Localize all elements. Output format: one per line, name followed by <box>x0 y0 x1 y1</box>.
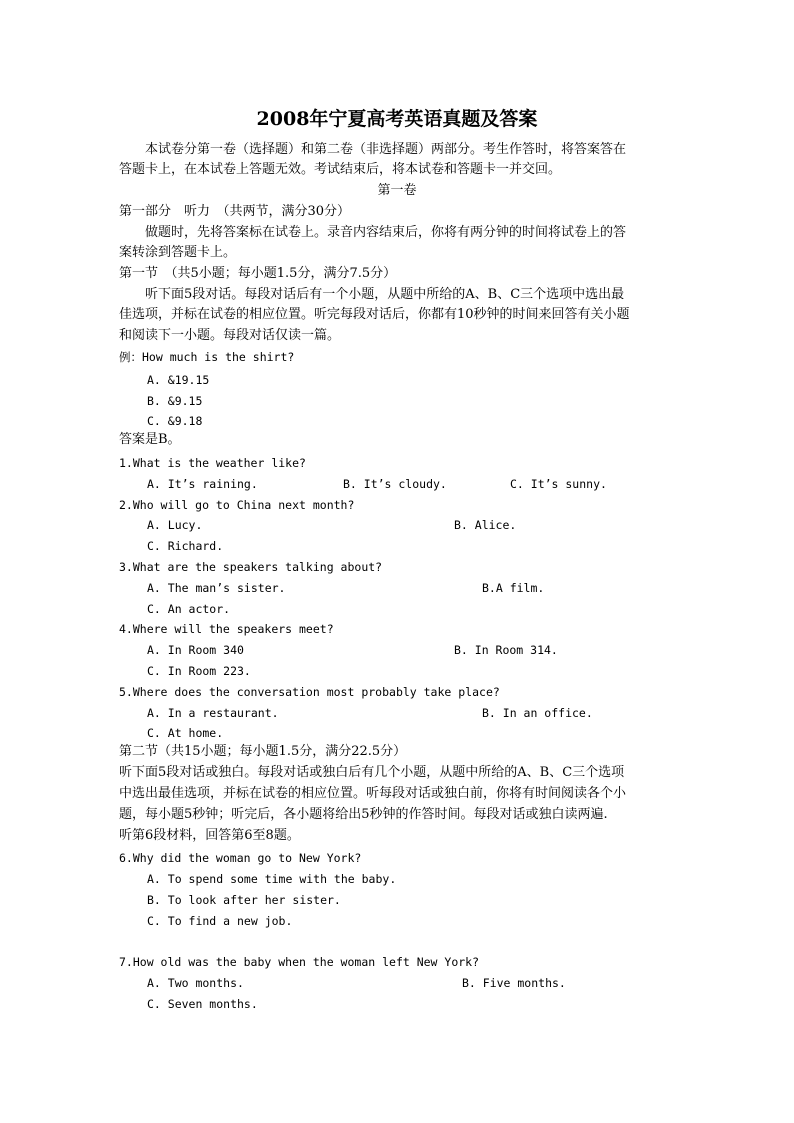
question-5-option-a: A. In a restaurant. <box>147 706 279 720</box>
question-7-option-a: A. Two months. <box>147 976 244 990</box>
question-5-option-c: C. At home. <box>147 726 224 740</box>
example-option-a: A. &19.15 <box>147 373 210 387</box>
question-3-option-a: A. The man’s sister. <box>147 581 286 595</box>
question-5: 5.Where does the conversation most probably take place? <box>119 685 500 699</box>
question-3: 3.What are the speakers talking about? <box>119 560 383 574</box>
question-2-option-a: A. Lucy. <box>147 518 203 532</box>
question-6-option-a: A. To spend some time with the baby. <box>147 872 397 886</box>
section1-instructions: 和阅读下一小题。每段对话仅读一篇。 <box>119 328 341 343</box>
question-6-option-b: B. To look after her sister. <box>147 893 341 907</box>
example-option-b: B. &9.15 <box>147 394 203 408</box>
section2-instructions: 听第6段材料，回答第6至8题。 <box>119 828 300 843</box>
question-6: 6.Why did the woman go to New York? <box>119 851 362 865</box>
question-1-option-b: B. It’s cloudy. <box>343 477 447 491</box>
question-2-option-c: C. Richard. <box>147 539 224 553</box>
example-option-c: C. &9.18 <box>147 414 203 428</box>
question-7-option-b: B. Five months. <box>462 976 566 990</box>
question-1-option-a: A. It’s raining. <box>147 477 258 491</box>
page-title: 2008年宁夏高考英语真题及答案 <box>256 108 538 130</box>
question-4-option-b: B. In Room 314. <box>454 643 558 657</box>
question-7-option-c: C. Seven months. <box>147 997 258 1011</box>
section2-heading: 第二节（共15小题；每小题1.5分，满分22.5分） <box>119 744 407 759</box>
question-3-option-c: C. An actor. <box>147 602 231 616</box>
question-1: 1.What is the weather like? <box>119 456 306 470</box>
question-7: 7.How old was the baby when the woman left New York? <box>119 955 480 969</box>
example-answer: 答案是B。 <box>119 432 181 447</box>
intro-text: 答题卡上，在本试卷上答题无效。考试结束后，将本试卷和答题卡一并交回。 <box>119 162 562 177</box>
example-question: 例：How much is the shirt? <box>119 350 295 364</box>
question-4-option-c: C. In Room 223. <box>147 664 251 678</box>
part1-instructions: 做题时，先将答案标在试卷上。录音内容结束后，你将有两分钟的时间将试卷上的答 <box>145 225 627 240</box>
section1-instructions: 佳选项，并标在试卷的相应位置。听完每段对话后，你都有10秒钟的时间来回答有关小题 <box>119 307 630 322</box>
question-4: 4.Where will the speakers meet? <box>119 622 334 636</box>
part1-instructions: 案转涂到答题卡上。 <box>119 245 237 260</box>
section2-instructions: 题，每小题5秒钟；听完后，各小题将给出5秒钟的作答时间。每段对话或独白读两遍. <box>119 807 608 822</box>
section2-instructions: 听下面5段对话或独白。每段对话或独白后有几个小题，从题中所给的A、B、C三个选项 <box>119 765 625 780</box>
section1-instructions: 听下面5段对话。每段对话后有一个小题，从题中所给的A、B、C三个选项中选出最 <box>145 287 625 302</box>
section2-instructions: 中选出最佳选项，并标在试卷的相应位置。听每段对话或独白前，你将有时间阅读各个小 <box>119 786 627 801</box>
question-4-option-a: A. In Room 340 <box>147 643 244 657</box>
question-2-option-b: B. Alice. <box>454 518 517 532</box>
part1-heading: 第一部分 听力 （共两节，满分30分） <box>119 204 351 219</box>
question-5-option-b: B. In an office. <box>482 706 593 720</box>
question-6-option-c: C. To find a new job. <box>147 914 293 928</box>
volume-heading: 第一卷 <box>377 183 417 198</box>
question-3-option-b: B.A film. <box>482 581 545 595</box>
intro-text: 本试卷分第一卷（选择题）和第二卷（非选择题）两部分。考生作答时，将答案答在 <box>145 142 627 157</box>
question-1-option-c: C. It’s sunny. <box>510 477 607 491</box>
section1-heading: 第一节 （共5小题；每小题1.5分，满分7.5分） <box>119 266 397 281</box>
question-2: 2.Who will go to China next month? <box>119 498 355 512</box>
